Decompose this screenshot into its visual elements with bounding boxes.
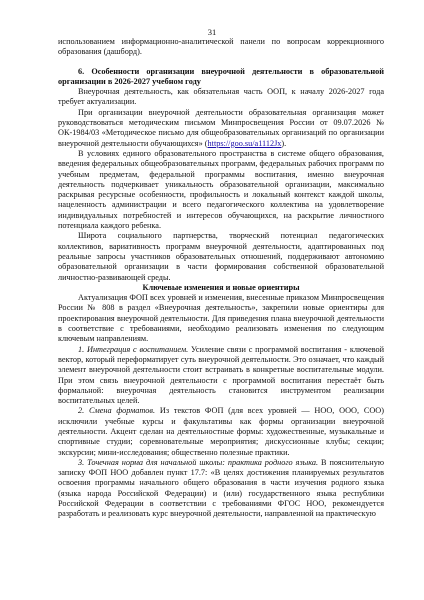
paragraph-1: Внеурочная деятельность, как обязательная часть ООП, к началу 2026-2027 года требует актуализации. — [58, 87, 384, 107]
paragraph-3: В условиях единого образовательного пространства в системе общего образования, введения федеральных общеобразовательных программ, федеральных рабочих программ по учебным предметам, федеральной программы воспитания, именно внеурочная деятельность подчеркивает уникальность образовательной организации, максимально раскрывая ресурсные особенности, профильность и локальный контекст каждой школы, нацеленность администрации и всего педагогического коллектива на удовлетворение индивидуальных потребностей и интересов обучающихся, на раскрытие личностного потенциала каждого ребенка. — [58, 148, 384, 231]
paragraph-2 — [58, 108, 384, 149]
page-number: 31 — [207, 27, 217, 37]
list-item-formats-title: 2. Смена форматов. — [78, 406, 156, 416]
list-item-native-language — [58, 458, 384, 520]
list-item-native-language-title: 3. Точечная норма для начальной школы: практика родного языка. — [78, 457, 319, 467]
list-item-integration-text: Усиление связи с программой воспитания - ключевой вектор, который переформатирует суть внеурочной деятельности. Это означает, что каждый элемент внеурочной деятельности стоит встраивать в конкретные воспитательные модули. При этом связь внеурочной деятельности с программой воспитания перестаёт быть формальной: внеурочная деятельность становится инструментом реализации воспитательных целей. — [58, 344, 384, 406]
paragraph-4: Широта социального партнерства, творческий потенциал педагогических коллективов, вариативность программ внеурочной деятельности, адаптированных под реальные запросы участников образовательных отношений, поддерживают автономию образовательной организации в части формирования собственной образовательной личностно-развивающей среды. — [58, 231, 384, 282]
list-item-integration-title: 1. Интеграция с воспитанием. — [78, 344, 189, 354]
paragraph-2-end: ). — [281, 138, 287, 148]
methodical-letter-link[interactable]: https://goo.su/a1112Jx — [207, 138, 282, 148]
list-item-native-language-text: В пояснительную записку ФОП НОО добавлен пункт 17.7: «В целях достижения планируемых результатов освоения программы начального общего образования в части изучения родного языка (языка народа Российской Федерации) и (или) государственного языка республики Российской Федерации в соответствии с требованиями ФГОС НОО, рекомендуется разработать и реализовать курс внеурочной деятельности, направленной на практическую — [58, 457, 384, 519]
paragraph-2-text: При организации внеурочной деятельности образовательная организация может руководствоваться методическим письмом Минпросвещения России от 09.07.2026 № ОК-1984/03 «Методическое письмо для общеобразовательных организаций по организации внеурочной деятельности обучающихся» ( — [58, 107, 384, 148]
page-content — [58, 37, 384, 520]
paragraph-5: Актуализация ФОП всех уровней и изменения, внесенные приказом Минпросвещения России № 808 в раздел «Внеурочная деятельность», закрепили новые ориентиры для проектирования внеурочной деятельности. Для приведения плана внеурочной деятельности в соответствие с требованиями, необходимо реализовать изменения по следующим ключевым направлениям. — [58, 293, 384, 344]
list-item-integration — [58, 345, 384, 407]
paragraph-intro-tail: использованием информационно-аналитической панели по вопросам коррекционного образования (дашборд). — [58, 37, 384, 57]
list-item-formats — [58, 406, 384, 457]
list-item-formats-text: Из текстов ФОП (для всех уровней — НОО, ООО, СОО) исключили учебные курсы и факультативы как формы организации внеурочной деятельности. Акцент сделан на деятельностные формы: художественные, музыкальные и спортивные студии; соревновательные мероприятия; дискуссионные клубы; секции; экскурсии; мини-исследования; общественно полезные практики. — [58, 406, 384, 457]
section-heading: 6. Особенности организации внеурочной деятельности в образовательной организации в 2026-2027 учебном году — [58, 66, 384, 86]
subheading-key-changes: Ключевые изменения и новые ориентиры — [142, 282, 300, 292]
